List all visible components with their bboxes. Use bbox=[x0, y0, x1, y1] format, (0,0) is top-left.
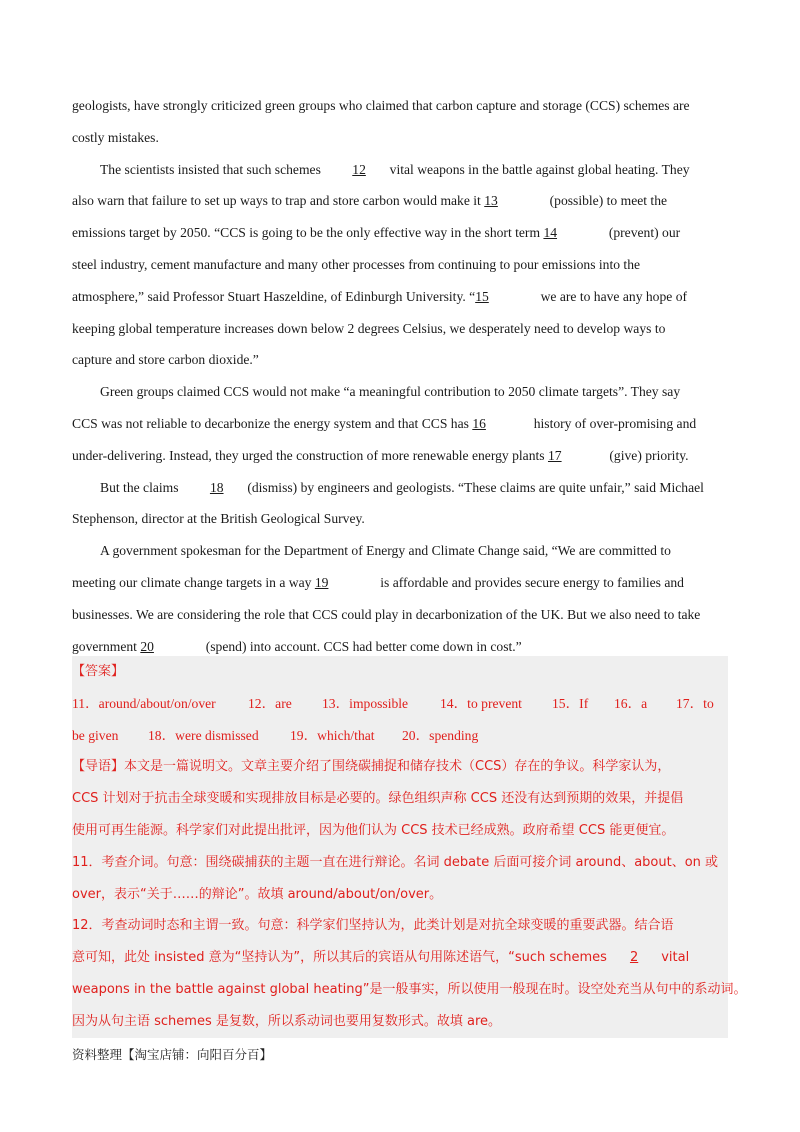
answer-item: be given bbox=[72, 727, 119, 743]
footer-shop: 【淘宝店铺：向阳百分百】 bbox=[122, 1047, 273, 1062]
answer-item: 13．impossible bbox=[322, 695, 409, 711]
answer-item: 18．were dismissed bbox=[148, 727, 259, 743]
guide-text: 【导语】本文是一篇说明文。文章主要介绍了围绕碳捕捉和储存技术（CCS）存在的争议。科学家认为， bbox=[72, 759, 671, 775]
passage bbox=[72, 90, 728, 662]
inline-blank: 2 bbox=[629, 950, 639, 966]
passage-line: geologists, have strongly criticized green groups who claimed that carbon capture and storage (CCS) schemes are bbox=[72, 98, 690, 113]
paragraph-5: A government spokesman for the Department of Energy and Climate Change said, “We are committed to bbox=[100, 543, 671, 559]
blank-20[interactable]: 20 bbox=[140, 638, 154, 654]
passage-line: under-delivering. Instead, they urged the construction of more renewable energy plants 17 (give) priority. bbox=[72, 440, 728, 472]
guide-text: CCS 计划对于抗击全球变暖和实现排放目标是必要的。绿色组织声称 CCS 还没有达到预期的效果，并提倡 bbox=[72, 791, 684, 807]
footer-label: 资料整理 bbox=[72, 1047, 123, 1062]
answer-item: 17．to bbox=[676, 695, 714, 711]
explanation-11: 11．考查介词。句意：围绕碳捕获的主题一直在进行辩论。名词 debate 后面可接介词 around、about、on 或 bbox=[72, 854, 719, 870]
passage-line: government 20 (spend) into account. CCS had better come down in cost.” bbox=[72, 631, 728, 663]
blank-12[interactable]: 12 bbox=[352, 161, 366, 177]
answer-section bbox=[72, 656, 747, 1038]
explanation-12: 因为从句主语 schemes 是复数，所以系动词也要用复数形式。故填 are。 bbox=[72, 1013, 502, 1029]
blank-16[interactable]: 16 bbox=[472, 415, 486, 431]
explanation-12: 意可知，此处 insisted 意为“坚持认为”，所以其后的宾语从句用陈述语气，“such schemes 2 vital bbox=[72, 942, 728, 974]
passage-line: atmosphere,” said Professor Stuart Haszeldine, of Edinburgh University. “15 we are to have any hope of bbox=[72, 281, 728, 313]
answer-row bbox=[72, 720, 728, 752]
answer-item: 19．which/that bbox=[290, 727, 375, 743]
answer-item: 14．to prevent bbox=[440, 695, 522, 711]
passage-line: steel industry, cement manufacture and many other processes from continuing to pour emissions into the bbox=[72, 256, 641, 272]
passage-line: emissions target by 2050. “CCS is going to be the only effective way in the short term 14 (prevent) our bbox=[72, 217, 728, 249]
answer-item: 16．a bbox=[614, 695, 648, 711]
answer-item: 11．around/about/on/over bbox=[72, 695, 216, 711]
explanation-12: 12．考查动词时态和主谓一致。句意：科学家们坚持认为，此类计划是对抗全球变暖的重要武器。结合语 bbox=[72, 918, 674, 934]
explanation-12: weapons in the battle against global heating”是一般事实，所以使用一般现在时。设空处充当从句中的系动词。 bbox=[72, 981, 747, 997]
passage-line: also warn that failure to set up ways to trap and store carbon would make it 13 (possible) to meet the bbox=[72, 185, 728, 217]
passage-line: meeting our climate change targets in a way 19 is affordable and provides secure energy to families and bbox=[72, 567, 728, 599]
answer-row bbox=[72, 688, 728, 720]
blank-14[interactable]: 14 bbox=[543, 225, 558, 241]
passage-line: businesses. We are considering the role that CCS could play in decarbonization of the UK. But we also need to take bbox=[72, 606, 701, 622]
answer-heading: 【答案】 bbox=[72, 664, 125, 679]
blank-19[interactable]: 19 bbox=[314, 574, 329, 590]
guide-text: 使用可再生能源。科学家们对此提出批评，因为他们认为 CCS 技术已经成熟。政府希望 CCS 能更便宜。 bbox=[72, 822, 675, 838]
blank-15[interactable]: 15 bbox=[475, 288, 489, 304]
answer-item: 20．spending bbox=[402, 727, 479, 743]
passage-line: keeping global temperature increases down below 2 degrees Celsius, we desperately need to develop ways to bbox=[72, 320, 666, 336]
explanation-11: over，表示“关于……的辩论”。故填 around/about/on/over。 bbox=[72, 886, 443, 902]
paragraph-2: The scientists insisted that such schemes 12 vital weapons in the battle against global heating. They bbox=[72, 154, 728, 186]
paragraph-3: Green groups claimed CCS would not make “a meaningful contribution to 2050 climate targets”. They say bbox=[100, 384, 681, 400]
passage-line: CCS was not reliable to decarbonize the energy system and that CCS has 16 history of over-promising and bbox=[72, 408, 728, 440]
answer-item: 15．If bbox=[552, 695, 589, 711]
blank-17[interactable]: 17 bbox=[547, 447, 562, 463]
footer bbox=[72, 1045, 272, 1063]
passage-line: costly mistakes. bbox=[72, 129, 159, 145]
passage-line: capture and store carbon dioxide.” bbox=[72, 352, 259, 368]
passage-line: Stephenson, director at the British Geological Survey. bbox=[72, 511, 365, 527]
answer-item: 12．are bbox=[248, 695, 292, 711]
blank-18[interactable]: 18 bbox=[209, 479, 224, 495]
paragraph-4: But the claims 18 (dismiss) by engineers and geologists. “These claims are quite unfair,” said Michael bbox=[72, 472, 728, 504]
blank-13[interactable]: 13 bbox=[484, 193, 498, 209]
